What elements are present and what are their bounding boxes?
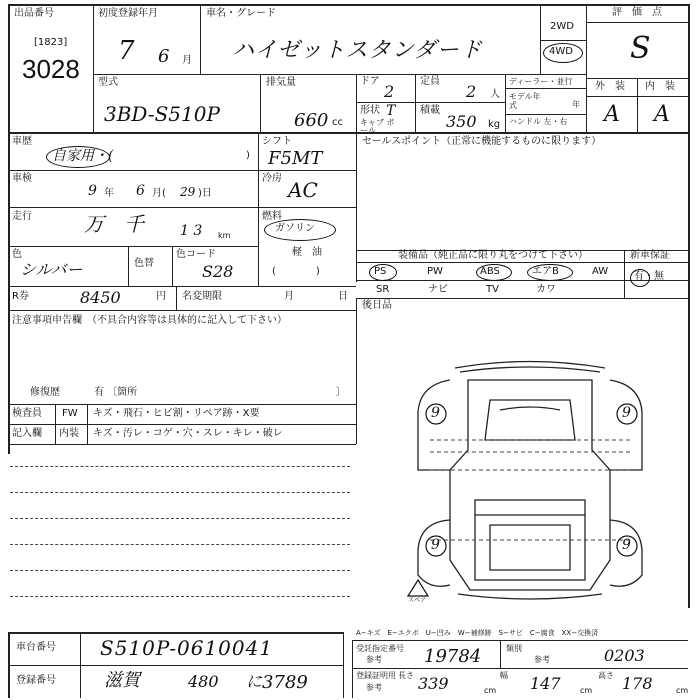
equip-navi: ナビ — [428, 284, 448, 295]
chassis-label: 車台番号 — [16, 642, 56, 653]
length-unit: cm — [484, 686, 497, 695]
sales-point-label: セールスポイント（正常に機能するものに限ります） — [362, 136, 602, 147]
damage-legend: A−キズ E−エクボ U−凹み W−補修跡 S−サビ C−腐食 XX−交換済 — [356, 629, 599, 637]
mileage-label: 走行 — [12, 211, 32, 222]
name-change-month: 月 — [284, 291, 294, 302]
reg-year-label: 初度登録年月 — [98, 8, 158, 19]
r-unit: 円 — [156, 291, 166, 302]
history-value: 自家用・( — [52, 148, 114, 164]
inspection-close: )日 — [198, 188, 212, 199]
doors-value: 2 — [384, 82, 395, 101]
color-code-value: S28 — [202, 262, 234, 281]
exterior-label: 外 装 — [595, 81, 625, 92]
color-code-label: 色コード — [176, 249, 216, 260]
width-label: 幅 — [500, 671, 508, 680]
load-value: 350 — [446, 112, 477, 131]
name-change-day: 日 — [338, 291, 348, 302]
displacement-label: 排気量 — [266, 77, 296, 88]
load-label: 積載 — [420, 105, 440, 116]
model-value: 3BD-S510P — [104, 102, 220, 126]
notes-title: 注意事項申告欄 （不具合内容等は具体的に記入して下さい） — [12, 315, 287, 326]
shape-sub: キャブ ボール — [360, 118, 395, 135]
shape-value: T — [386, 103, 396, 119]
inspection-month-unit: 月( — [152, 188, 166, 199]
interior-value: A — [654, 102, 670, 127]
equip-ps: PS — [374, 266, 387, 277]
inspection-month: 6 — [136, 183, 145, 199]
capacity-label: 定員 — [420, 76, 440, 87]
plate-class: 480 — [188, 672, 219, 691]
repair-value: 有 〔箇所 — [94, 387, 138, 398]
fw-label: FW — [62, 408, 78, 419]
inspector-label1: 検査員 — [12, 408, 42, 419]
equip-tv: TV — [486, 284, 499, 295]
history-label: 車歴 — [12, 136, 32, 147]
cert-label: 登録証明用 — [356, 671, 396, 680]
equip-leather: カワ — [536, 284, 556, 295]
tire-mark-fr: 9 — [622, 405, 631, 421]
fuel-diesel: 軽 油 — [292, 247, 322, 258]
name-change-label: 名変期限 — [182, 291, 222, 302]
fuel-label: 燃料 — [262, 211, 282, 222]
equip-pw: PW — [427, 266, 443, 277]
odo-sub: 参考 — [366, 655, 382, 664]
odo-value: 19784 — [424, 646, 482, 667]
color-label: 色 — [12, 249, 22, 260]
shape-label: 形状 — [360, 105, 380, 116]
mileage-digits: 1 3 — [180, 223, 203, 239]
length-value: 339 — [418, 674, 449, 693]
drive-4wd: 4WD — [549, 46, 573, 57]
rear-label: 後日品 — [362, 300, 392, 311]
chassis-value: S510P-0610041 — [100, 636, 274, 660]
width-unit: cm — [580, 686, 593, 695]
load-unit: kg — [488, 119, 501, 130]
new-car-label: 新車保証 — [630, 250, 670, 261]
fw-value: キズ・飛石・ヒビ割・リペア跡・X要 — [93, 408, 260, 419]
equip-airbag: エアB — [532, 266, 559, 277]
lot-number: 3028 — [22, 54, 80, 84]
lot-label: 出品番号 — [14, 8, 54, 19]
mileage-unit: km — [218, 231, 231, 240]
reg-year-value: 7 — [118, 36, 135, 66]
ac-label: 冷房 — [262, 173, 282, 184]
model-label: 型式 — [98, 77, 118, 88]
cat-sub: 参考 — [534, 655, 550, 664]
interior-code-label: 内装 — [59, 428, 79, 439]
dealer-label: ディーラー・並行 — [509, 77, 573, 86]
displacement-unit: cc — [332, 117, 343, 128]
height-unit: cm — [676, 686, 689, 695]
name-grade-value: ハイゼットスタンダード — [232, 38, 483, 63]
r-label: R券 — [12, 291, 29, 302]
drive-2wd: 2WD — [550, 21, 574, 32]
inspection-day: 29 — [180, 185, 196, 199]
tire-mark-fl: 9 — [431, 405, 440, 421]
equipment-title: 装備品（純正品に限り丸をつけて下さい） — [398, 250, 588, 261]
plate-region: 滋賀 — [104, 670, 140, 691]
interior-label: 内 装 — [645, 81, 675, 92]
reg-month-value: 6 — [158, 46, 170, 67]
tire-mark-rl: 9 — [431, 537, 440, 553]
model-year-label: モデル年式 — [509, 92, 541, 110]
history-close: ) — [246, 150, 250, 161]
height-value: 178 — [622, 674, 653, 693]
handle-label: ハンドル 左・右 — [509, 117, 568, 126]
tire-mark-rr: 9 — [622, 537, 631, 553]
shift-label: シフト — [262, 136, 292, 147]
ac-value: AC — [288, 178, 318, 202]
color-change-label: 色替 — [134, 258, 154, 269]
inspection-label: 車検 — [12, 173, 32, 184]
height-label: 高さ — [598, 671, 614, 680]
new-car-value: 有・無 — [634, 271, 664, 282]
inspector-label2: 記入欄 — [12, 428, 42, 439]
spare-label: スペア — [408, 597, 427, 604]
inspection-year: 9 — [88, 183, 97, 199]
plate-number: 3789 — [262, 672, 308, 693]
interior-code-value: キズ・汚レ・コゲ・穴・スレ・キレ・破レ — [93, 428, 283, 439]
cat-label: 類別 — [506, 644, 522, 653]
rating-label: 評 価 点 — [612, 7, 662, 18]
equip-abs: ABS — [480, 266, 500, 277]
fuel-gas: ガソリン — [275, 223, 315, 234]
mileage-sen: 千 — [124, 212, 144, 236]
r-value: 8450 — [80, 288, 121, 307]
cat-value: 0203 — [604, 646, 645, 665]
repair-close: 〕 — [336, 387, 346, 398]
capacity-value: 2 — [466, 82, 477, 101]
repair-label: 修復歴 — [30, 387, 60, 398]
lot-sub: [1823] — [34, 37, 68, 48]
length-label: 長さ — [398, 671, 414, 680]
doors-label: ドア — [360, 76, 380, 87]
mileage-man: 万 — [84, 212, 104, 236]
odo-label: 受託指定番号 — [356, 644, 404, 653]
plate-label: 登録番号 — [16, 675, 56, 686]
equip-aw: AW — [592, 266, 609, 277]
rating-value: S — [630, 31, 651, 66]
color-value: シルバー — [20, 260, 83, 279]
plate-kana: に — [246, 672, 263, 691]
equip-sr: SR — [376, 284, 390, 295]
reg-month-unit: 月 — [182, 55, 192, 66]
width-value: 147 — [530, 674, 561, 693]
cert-sub: 参考 — [366, 683, 382, 692]
shift-value: F5MT — [268, 148, 323, 169]
displacement-value: 660 — [294, 110, 329, 131]
model-year-unit: 年 — [572, 100, 580, 109]
capacity-unit: 人 — [490, 89, 500, 100]
exterior-value: A — [604, 102, 620, 127]
inspection-year-unit: 年 — [104, 188, 114, 199]
fuel-paren: ( ) — [272, 266, 320, 277]
name-grade-label: 車名・グレード — [206, 8, 276, 19]
